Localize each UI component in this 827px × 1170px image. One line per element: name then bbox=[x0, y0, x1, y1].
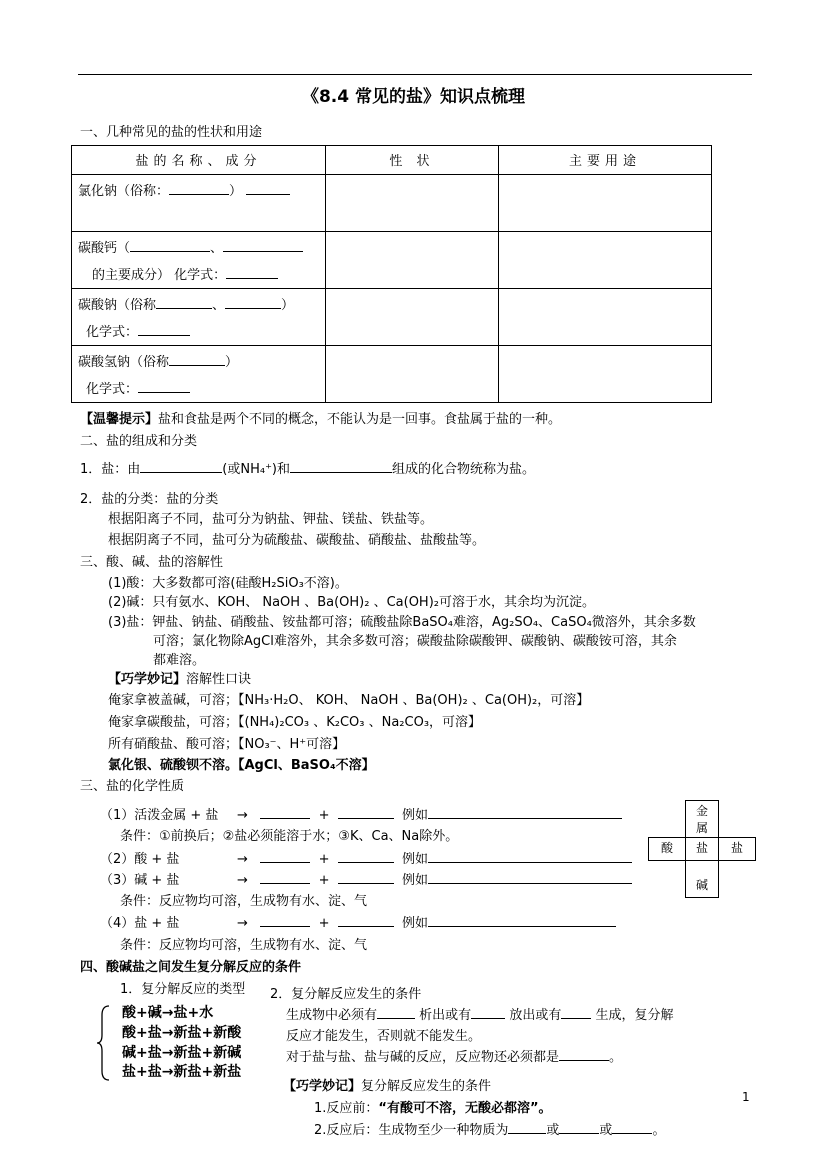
section5-heading: 四、酸碱盐之间发生复分解反应的条件 bbox=[80, 960, 302, 975]
grid-cell-acid: 酸 bbox=[648, 837, 686, 861]
salt-table bbox=[71, 145, 712, 403]
conditions-title: 2．复分解反应发生的条件 bbox=[270, 987, 422, 1002]
salt-solubility-2: 可溶；氯化物除AgCl难溶外，其余多数可溶；碳酸盐除碳酸钾、碳酸钠、碳酸铵可溶，其余 bbox=[153, 634, 677, 649]
use-cell[interactable] bbox=[499, 289, 712, 346]
reaction-1-condition: 条件：①前换后；②盐必须能溶于水；③K、Ca、Na除外。 bbox=[120, 829, 459, 844]
reaction-3: （3）碱 + 盐 bbox=[100, 873, 180, 888]
use-cell[interactable] bbox=[499, 232, 712, 289]
base-solubility: (2)碱：只有氨水、KOH、 NaOH 、Ba(OH)₂ 、Ca(OH)₂可溶于水，其余均为沉淀。 bbox=[108, 595, 595, 610]
mnemonic-line-1: 俺家拿被盖碱，可溶；【NH₃·H₂O、 KOH、 NaOH 、Ba(OH)₂ 、Ca(OH)₂，可溶】 bbox=[108, 693, 590, 708]
condition-line-3: 对于盐与盐、盐与碱的反应，反应物还必须都是 。 bbox=[286, 1050, 623, 1065]
reaction-2: （2）酸 + 盐 bbox=[100, 852, 180, 867]
type-acid-base: 酸+碱→盐+水 bbox=[122, 1005, 214, 1021]
property-cell[interactable] bbox=[326, 175, 499, 232]
salt-name-cell: 碳酸钠（俗称 、 ） 化学式： bbox=[72, 289, 326, 346]
tip-text: 盐和食盐是两个不同的概念，不能认为是一回事。食盐属于盐的一种。 bbox=[158, 412, 562, 427]
type-salt-salt: 盐+盐→新盐+新盐 bbox=[122, 1064, 242, 1080]
reaction-4-condition: 条件：反应物均可溶，生成物有水、淀、气 bbox=[120, 938, 368, 953]
section2-heading: 二、盐的组成和分类 bbox=[80, 434, 198, 449]
tip-label: 【温馨提示】 bbox=[80, 412, 159, 427]
mnemonic-line-3: 所有硝酸盐、酸可溶；【NO₃⁻、H⁺可溶】 bbox=[108, 737, 346, 752]
column-header: 主要用途 bbox=[499, 146, 712, 175]
section1-heading: 一、几种常见的盐的性状和用途 bbox=[80, 125, 263, 140]
salt-name-cell: 碳酸钙（ 、 的主要成分） 化学式： bbox=[72, 232, 326, 289]
condition-line-2: 反应才能发生，否则就不能发生。 bbox=[286, 1029, 482, 1044]
reaction-4-blanks: → + 例如 bbox=[237, 912, 616, 931]
grid-cell-base: 碱 bbox=[685, 860, 719, 898]
reaction-3-blanks: → + 例如 bbox=[237, 869, 632, 888]
reaction-4: （4）盐 + 盐 bbox=[100, 916, 180, 931]
before-reaction: 1.反应前：“有酸可不溶，无酸必都溶”。 bbox=[314, 1101, 552, 1116]
table-row bbox=[72, 175, 712, 232]
property-cell[interactable] bbox=[326, 289, 499, 346]
reaction-types-title: 1．复分解反应的类型 bbox=[120, 982, 246, 997]
salt-solubility-3: 都难溶。 bbox=[153, 653, 206, 668]
mnemonic-line-4: 氯化银、硫酸钡不溶。【AgCl、BaSO₄不溶】 bbox=[108, 758, 375, 773]
table-row bbox=[72, 289, 712, 346]
mnemonic-heading: 【巧学妙记】溶解性口诀 bbox=[108, 672, 252, 687]
grid-cell-salt: 盐 bbox=[685, 837, 719, 861]
section4-heading: 三、盐的化学性质 bbox=[80, 779, 185, 794]
column-header: 性 状 bbox=[326, 146, 499, 175]
page-title: 《8.4 常见的盐》知识点梳理 bbox=[301, 87, 526, 107]
reaction-2-blanks: → + 例如 bbox=[237, 848, 632, 867]
mnemonic-line-2: 俺家拿碳酸盐，可溶；【(NH₄)₂CO₃ 、K₂CO₃ 、Na₂CO₃，可溶】 bbox=[108, 715, 482, 730]
reaction-1-blanks: → + 例如 bbox=[237, 804, 622, 823]
cation-classification: 根据阳离子不同，盐可分为钠盐、钾盐、镁盐、铁盐等。 bbox=[108, 512, 434, 527]
table-header-row bbox=[72, 146, 712, 175]
type-base-salt: 碱+盐→新盐+新碱 bbox=[122, 1045, 242, 1061]
property-cell[interactable] bbox=[326, 346, 499, 403]
column-header: 盐的名称、成分 bbox=[72, 146, 326, 175]
table-row bbox=[72, 232, 712, 289]
salt-definition: 1．盐：由 (或NH₄⁺)和 组成的化合物统称为盐。 bbox=[80, 462, 536, 477]
brace-icon bbox=[96, 1005, 110, 1081]
tip-line bbox=[80, 408, 561, 427]
type-acid-salt: 酸+盐→新盐+新酸 bbox=[122, 1025, 242, 1041]
table-row bbox=[72, 346, 712, 403]
grid-cell-metal: 金属 bbox=[685, 800, 719, 838]
header-rule bbox=[78, 74, 752, 75]
acid-solubility: (1)酸：大多数都可溶(硅酸H₂SiO₃不溶)。 bbox=[108, 576, 348, 591]
use-cell[interactable] bbox=[499, 346, 712, 403]
grid-cell-salt2: 盐 bbox=[718, 837, 756, 861]
classification-title: 2．盐的分类：盐的分类 bbox=[80, 492, 219, 507]
condition-line-1: 生成物中必须有 析出或有 放出或有 生成，复分解 bbox=[286, 1008, 674, 1023]
anion-classification: 根据阴离子不同，盐可分为硫酸盐、碳酸盐、硝酸盐、盐酸盐等。 bbox=[108, 533, 486, 548]
section3-heading: 三、酸、碱、盐的溶解性 bbox=[80, 555, 224, 570]
mnemonic2-heading: 【巧学妙记】复分解反应发生的条件 bbox=[283, 1079, 492, 1094]
reaction-1: （1）活泼金属 + 盐 bbox=[100, 808, 219, 823]
salt-name-cell: 碳酸氢钠（俗称 ） 化学式： bbox=[72, 346, 326, 403]
salt-name-cell: 氯化钠（俗称： ） bbox=[72, 175, 326, 232]
salt-solubility-1: (3)盐：钾盐、钠盐、硝酸盐、铵盐都可溶；硫酸盐除BaSO₄难溶，Ag₂SO₄、CaSO₄微溶外，其余多数 bbox=[108, 615, 696, 630]
after-reaction: 2.反应后：生成物至少一种物质为 或 或 。 bbox=[314, 1123, 666, 1138]
property-cell[interactable] bbox=[326, 232, 499, 289]
reaction-3-condition: 条件：反应物均可溶，生成物有水、淀、气 bbox=[120, 894, 368, 909]
page-number: 1 bbox=[742, 1090, 750, 1104]
use-cell[interactable] bbox=[499, 175, 712, 232]
